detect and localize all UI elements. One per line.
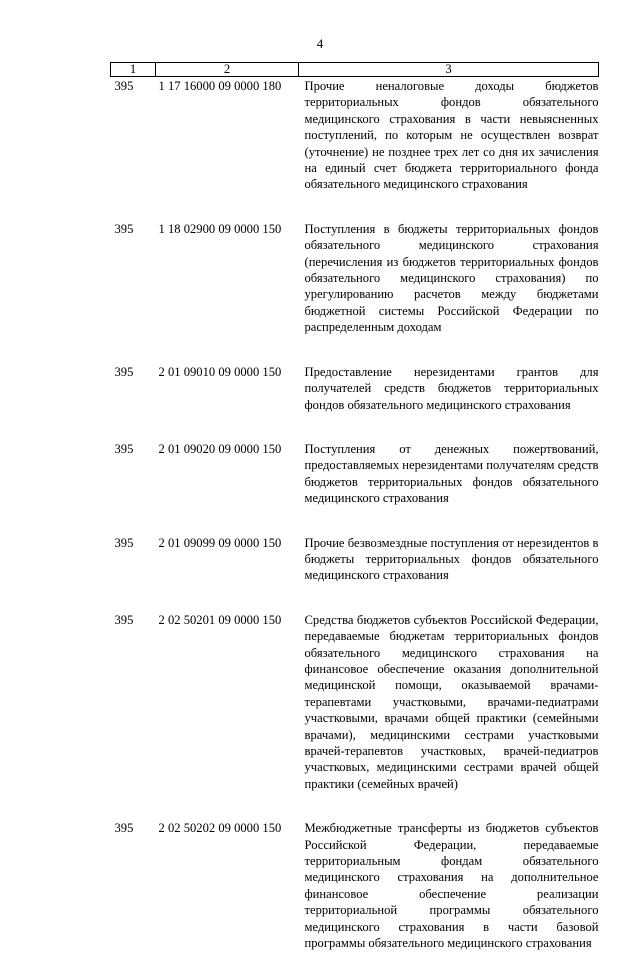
description-cell: Предоставление нерезидентами грантов для получателей средств бюджетов территориальных фондов обязательного медицинского страхования [304,364,599,412]
description-cell: Прочие безвозмездные поступления от нерезидентов в бюджеты территориальных фондов обязательного медицинского страхования [304,535,599,583]
admin-code-cell: 395 [114,441,134,456]
table-row [111,441,599,535]
table-row [111,535,599,612]
admin-code-cell: 395 [114,612,134,627]
table-row [111,820,599,979]
admin-code-cell: 395 [114,821,134,836]
table-row [111,221,599,364]
page-number: 4 [316,36,324,51]
description-cell: Межбюджетные трансферты из бюджетов субъектов Российской Федерации, передаваемые территориальным фондам обязательного медицинского страхования на дополнительное финансовое обеспечение реализации территориальной программы обязательного медицинского страхования в части базовой программы обязательного медицинского страхования [304,821,599,951]
table-row [111,612,599,820]
revenue-code-cell: 2 01 09020 09 0000 150 [158,441,282,456]
admin-code-cell: 395 [114,79,134,93]
description-cell: Прочие неналоговые доходы бюджетов территориальных фондов обязательного медицинского страхования в части невыясненных поступлений, по которым не осуществлен возврат (уточнение) не позднее трех лет со дня их зачисления на единый счет бюджета территориального фонда обязательного медицинского страхования [304,79,599,192]
admin-code-cell: 395 [114,221,134,236]
revenue-code-cell: 2 02 50201 09 0000 150 [158,612,282,627]
table-row [111,77,599,221]
revenue-code-cell: 2 01 09099 09 0000 150 [158,535,282,550]
admin-code-cell: 395 [114,535,134,550]
revenue-code-cell: 2 02 50202 09 0000 150 [158,821,282,836]
revenue-code-cell: 2 01 09010 09 0000 150 [158,364,282,379]
revenue-code-cell: 1 17 16000 09 0000 180 [158,79,282,93]
table-row [111,364,599,441]
revenue-codes-table [110,62,599,979]
column-header-1: 1 [111,63,156,77]
description-cell: Поступления в бюджеты территориальных фондов обязательного медицинского страхования (перечисления из бюджетов территориальных фондов обязательного медицинского страхования) по урегулированию расчетов между бюджетами бюджетной системы Российской Федерации по распределенным доходам [304,221,599,335]
description-cell: Средства бюджетов субъектов Российской Федерации, передаваемые бюджетам территориальных фондов обязательного медицинского страхования на финансовое обеспечение оказания дополнительной медицинской помощи, оказываемой врачами-терапевтами участковыми, врачами-педиатрами участковыми, врачами общей практики (семейными врачами), медицинскими сестрами участковыми врачей-терапевтов участковых, врачей-педиатров участковых, медицинскими сестрами врачей общей практики (семейных врачей) [304,612,599,791]
column-header-3: 3 [299,63,599,77]
revenue-code-cell: 1 18 02900 09 0000 150 [158,221,282,236]
description-cell: Поступления от денежных пожертвований, предоставляемых нерезидентами получателям средств бюджетов территориальных фондов обязательного медицинского страхования [304,441,599,506]
admin-code-cell: 395 [114,364,134,379]
column-header-2: 2 [156,63,299,77]
table-header-row [111,63,599,77]
